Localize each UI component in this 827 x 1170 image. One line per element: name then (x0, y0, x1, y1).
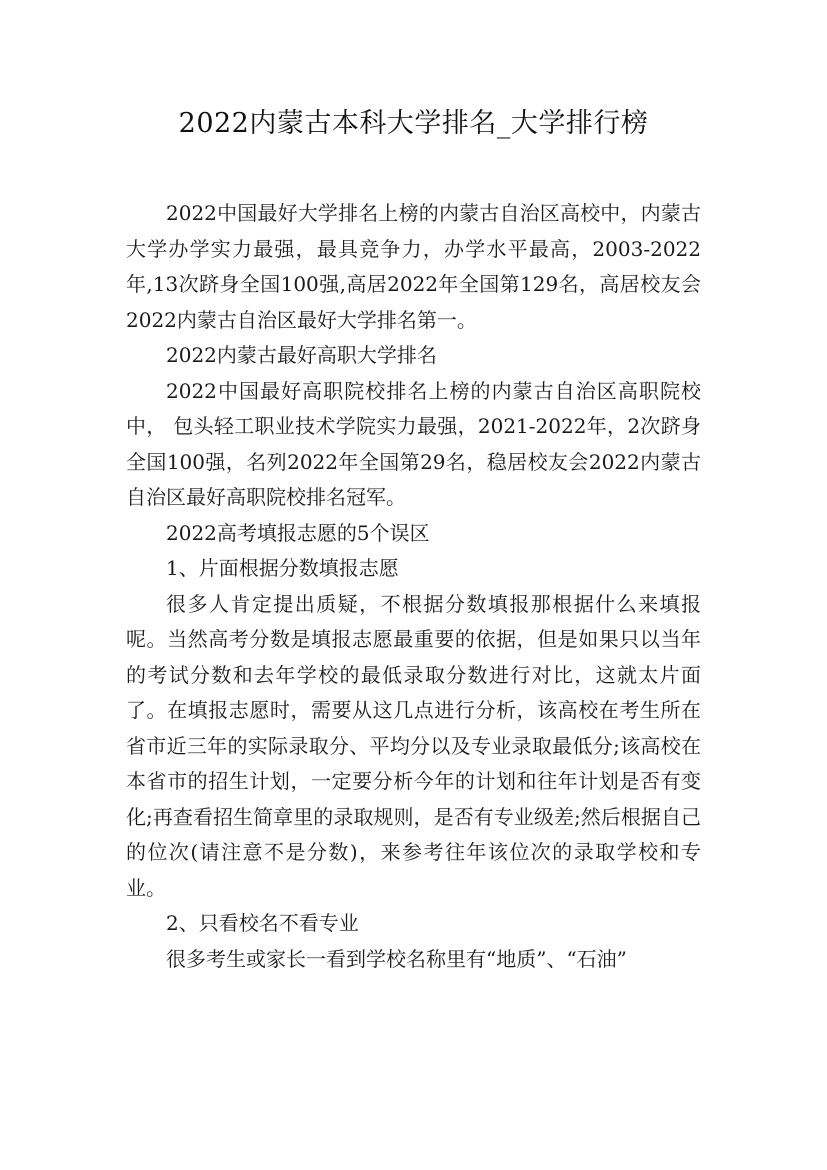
section-heading-misconceptions: 2022高考填报志愿的5个误区 (166, 520, 430, 545)
document-body (126, 196, 701, 977)
subheading-misconception-1: 1、片面根据分数填报志愿 (166, 556, 399, 580)
paragraph-intro: 2022中国最好大学排名上榜的内蒙古自治区高校中，内蒙古大学办学实力最强，最具竞争力，办学水平最高，2003-2022年,13次跻身全国100强,高居2022年全国第129名，高居校友会2022内蒙古自治区最好大学排名第一。 (126, 201, 701, 332)
section-heading-vocational-ranking: 2022内蒙古最好高职大学排名 (166, 343, 437, 367)
document-title: 2022内蒙古本科大学排名_大学排行榜 (178, 108, 649, 139)
paragraph-misconception-2: 很多考生或家长一看到学校名称里有“地质”、“石油” (166, 946, 627, 971)
subheading-misconception-2: 2、只看校名不看专业 (166, 911, 359, 935)
paragraph-vocational: 2022中国最好高职院校排名上榜的内蒙古自治区高职院校中， 包头轻工职业技术学院实力最强，2021-2022年，2次跻身全国100强，名列2022年全国第29名，稳居校友会2022内蒙古自治区最好高职院校排名冠军。 (126, 378, 701, 509)
paragraph-misconception-1: 很多人肯定提出质疑，不根据分数填报那根据什么来填报呢。当然高考分数是填报志愿最重要的依据，但是如果只以当年的考试分数和去年学校的最低录取分数进行对比，这就太片面了。在填报志愿时，需要从这几点进行分析，该高校在考生所在省市近三年的实际录取分、平均分以及专业录取最低分;该高校在本省市的招生计划，一定要分析今年的计划和往年计划是否有变化;再查看招生简章里的录取规则，是否有专业级差;然后根据自己的位次(请注意不是分数)，来参考往年该位次的录取学校和专业。 (126, 591, 701, 900)
